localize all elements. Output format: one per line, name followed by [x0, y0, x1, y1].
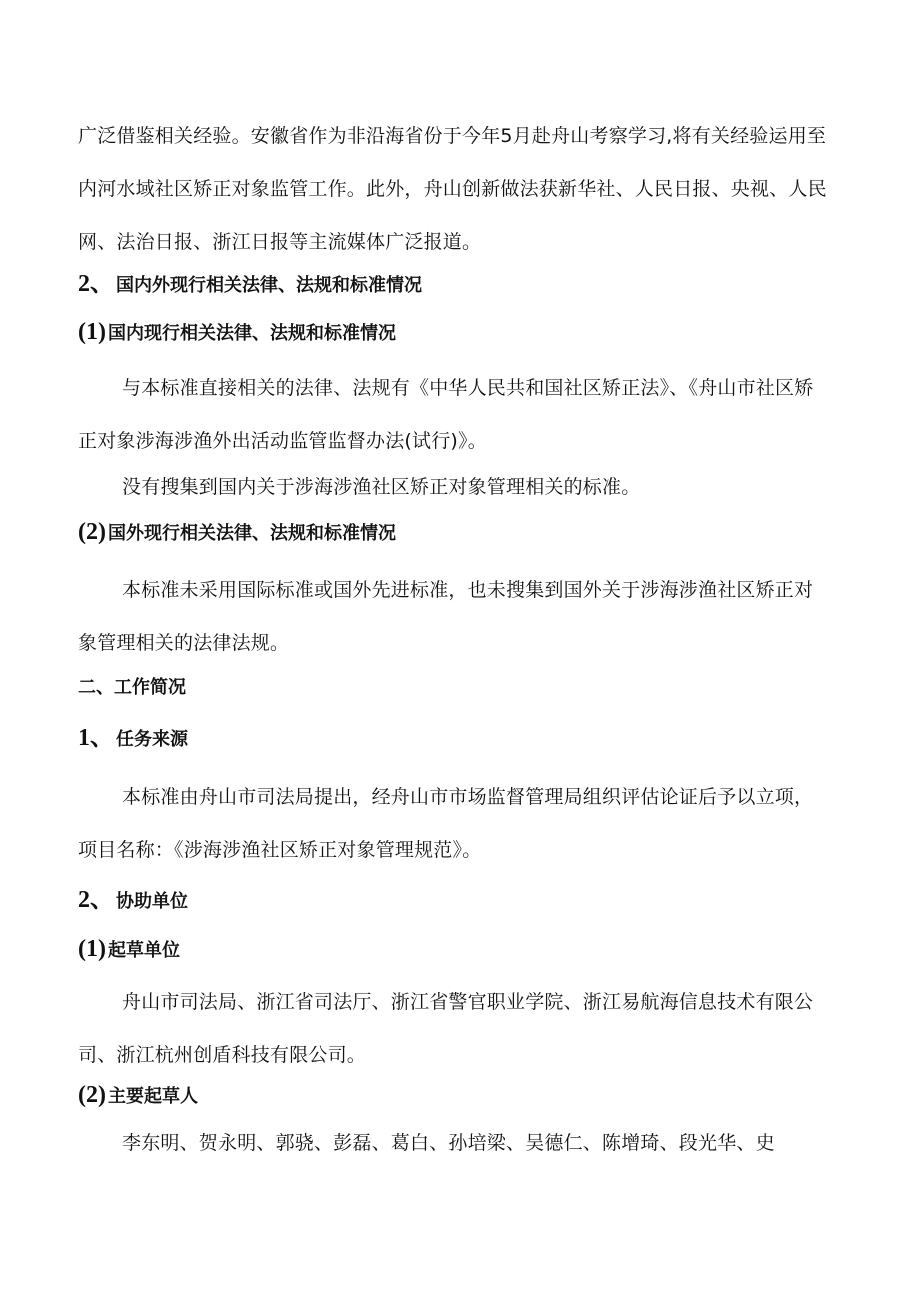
paragraph-main-drafters: 李东明、贺永明、郭骁、彭磊、葛白、孙培梁、吴德仁、陈增琦、段光华、史 [122, 1132, 775, 1154]
heading-number: (1) [78, 936, 106, 962]
paragraph-task-source: 本标准由舟山市司法局提出，经舟山市市场监督管理局组织评估论证后予以立项，项目名称：《涉海涉渔社区矫正对象管理规范》。 [78, 786, 814, 861]
heading-main-drafters [78, 1080, 828, 1112]
heading-number: 1、 [78, 725, 114, 751]
heading-text: 起草单位 [107, 940, 180, 961]
heading-drafting-units [78, 934, 828, 966]
heading-foreign-laws [78, 517, 828, 549]
heading-work-summary: 二、工作简况 [78, 677, 186, 698]
heading-number: (2) [78, 519, 106, 545]
heading-domestic-laws [78, 317, 828, 349]
heading-text: 协助单位 [116, 891, 188, 912]
paragraph-experience: 广泛借鉴相关经验。安徽省作为非沿海省份于今年5月赴舟山考察学习,将有关经验运用至内河水域社区矫正对象监管工作。此外，舟山创新做法获新华社、人民日报、央视、人民网、法治日报、浙江日报等主流媒体广泛报道。 [78, 125, 827, 253]
heading-text: 国外现行相关法律、法规和标准情况 [107, 523, 396, 544]
heading-task-source [78, 723, 828, 755]
heading-number: 2、 [78, 887, 114, 913]
paragraph-domestic-laws: 与本标准直接相关的法律、法规有《中华人民共和国社区矫正法》、《舟山市社区矫正对象涉海涉渔外出活动监管监督办法(试行)》。 [78, 377, 814, 452]
heading-number: 2、 [78, 271, 114, 297]
heading-laws-overview [78, 269, 828, 301]
heading-number: (2) [78, 1082, 106, 1108]
paragraph-foreign-laws: 本标准未采用国际标准或国外先进标准，也未搜集到国外关于涉海涉渔社区矫正对象管理相关的法律法规。 [78, 579, 814, 654]
heading-text: 国内现行相关法律、法规和标准情况 [107, 323, 396, 344]
heading-text: 国内外现行相关法律、法规和标准情况 [116, 275, 422, 296]
paragraph-drafting-units: 舟山市司法局、浙江省司法厅、浙江省警官职业学院、浙江易航海信息技术有限公司、浙江杭州创盾科技有限公司。 [78, 991, 814, 1066]
heading-text: 主要起草人 [107, 1086, 198, 1107]
paragraph-no-domestic-standard: 没有搜集到国内关于涉海涉渔社区矫正对象管理相关的标准。 [122, 476, 641, 498]
heading-assisting-units [78, 885, 828, 917]
heading-text: 任务来源 [116, 729, 188, 750]
heading-number: (1) [78, 319, 106, 345]
